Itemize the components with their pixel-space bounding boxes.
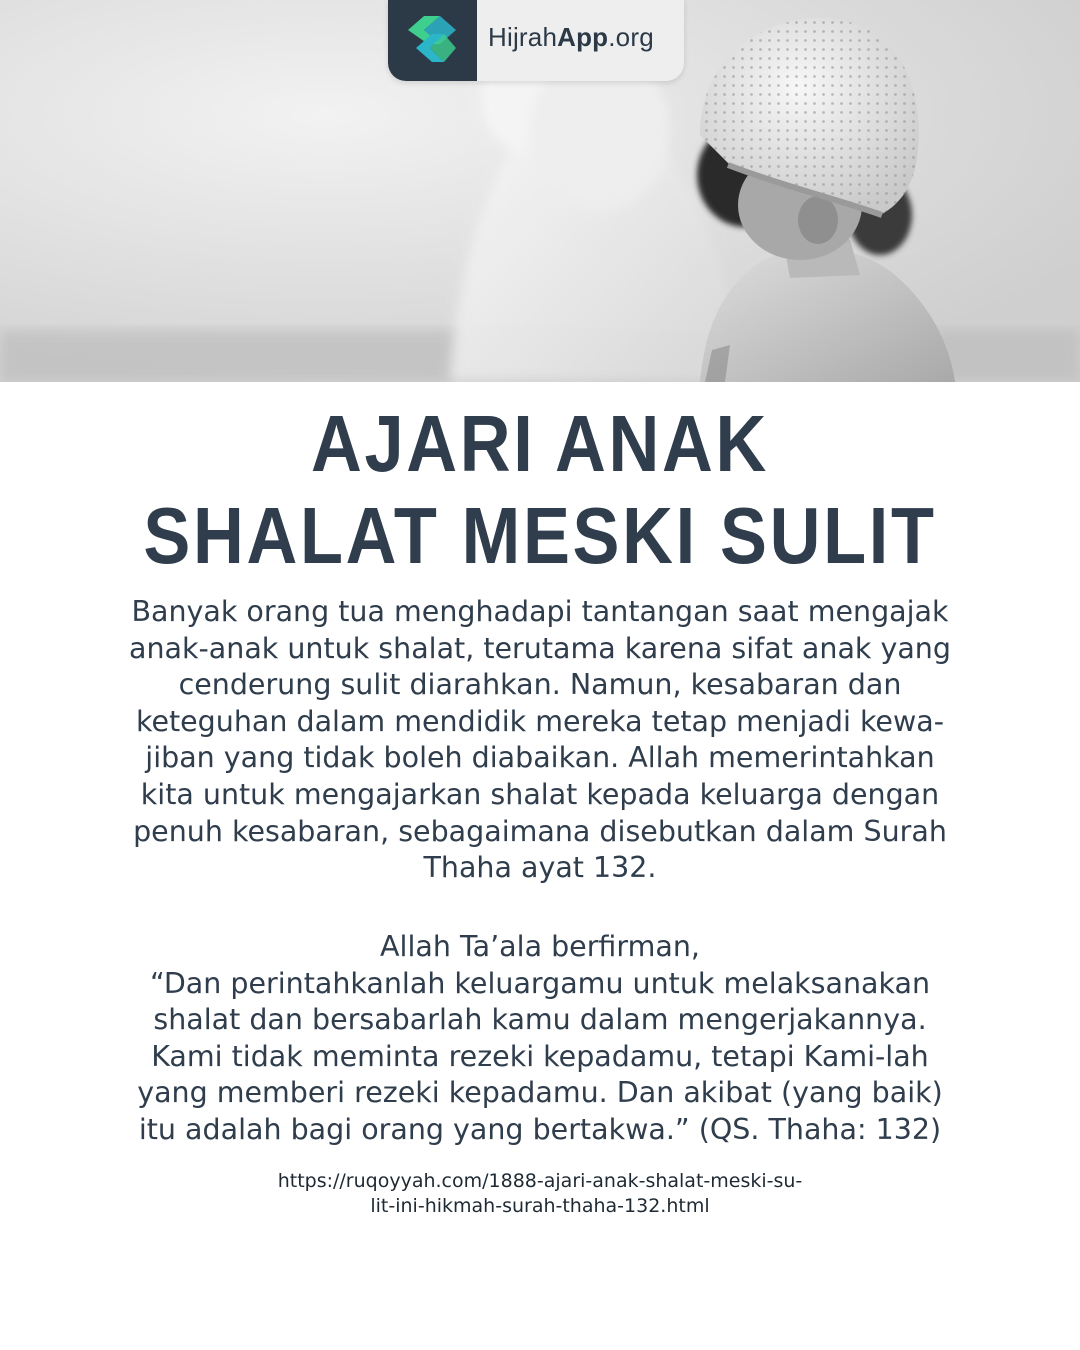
brand-name-suffix: .org [608, 22, 654, 52]
body-line: cenderung sulit diarahkan. Namun, kesabaran dan [178, 668, 902, 702]
source-url-line-2[interactable]: lit-ini-hikmah-surah-thaha-132.html [370, 1195, 710, 1217]
title-line-2: SHALAT MESKI SULIT [143, 491, 937, 580]
brand-name-bold: App [557, 22, 609, 52]
quote-line: itu adalah bagi orang yang bertakwa.” (QS. Thaha: 132) [138, 1112, 942, 1146]
brand-wordmark [488, 22, 654, 53]
quran-quote [50, 929, 1030, 1149]
brand-name-regular: Hijrah [488, 22, 558, 52]
source-link[interactable] [100, 1169, 980, 1219]
body-line: Banyak orang tua menghadapi tantangan saat mengajak [131, 595, 949, 628]
body-line: anak-anak untuk shalat, terutama karena sifat anak yang [129, 631, 951, 665]
source-url-line-1[interactable]: https://ruqoyyah.com/1888-ajari-anak-shalat-meski-su- [277, 1170, 803, 1192]
body-line: kita untuk mengajarkan shalat kepada keluarga dengan [140, 777, 940, 811]
title-line-1: AJARI ANAK [311, 399, 769, 488]
body-line: penuh kesabaran, sebagaimana disebutkan dalam Surah [133, 814, 947, 848]
quote-line: Kami tidak meminta rezeki kepadamu, tetapi Kami-lah [151, 1039, 929, 1073]
quote-line: yang memberi rezeki kepadamu. Dan akibat (yang baik) [137, 1076, 943, 1110]
body-line: keteguhan dalam mendidik mereka tetap menjadi kewa- [135, 704, 945, 738]
quote-line: shalat dan bersabarlah kamu dalam mengerjakannya. [153, 1003, 927, 1037]
body-paragraph [50, 594, 1030, 887]
quote-line: Allah Ta’ala berfirman, [380, 930, 700, 963]
body-line: jiban yang tidak boleh diabaikan. Allah memerintahkan [145, 741, 935, 775]
hijrahapp-logo-icon [388, 0, 477, 81]
brand-badge [388, 0, 684, 81]
body-line: Thaha ayat 132. [423, 851, 657, 885]
quote-line: “Dan perintahkanlah keluargamu untuk melaksanakan [149, 966, 931, 1000]
page-title [65, 398, 1015, 582]
